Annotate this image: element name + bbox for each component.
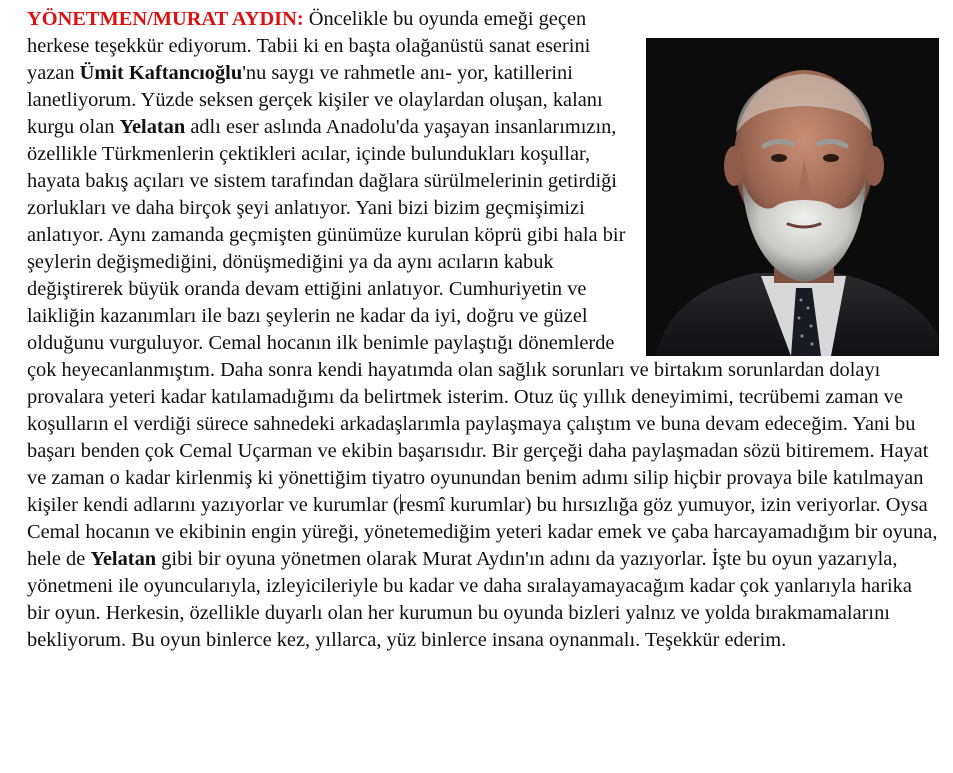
portrait-photo bbox=[646, 38, 939, 356]
portrait-illustration bbox=[646, 38, 939, 356]
text-segment: 'nu saygı ve rahmetle anı- yor, katillerini lanetliyorum. Yüzde seksen gerçek kişiler ve olaylardan oluşan, kalanı kurgu olan bbox=[27, 62, 603, 138]
text-segment: adlı eser aslında Anadolu'da yaşayan insanlarımızın, özellikle Türkmenlerin çektikleri acılar, içinde bulundukları koşullar, hayata bakış açıları ve sistem tarafından dağlara sürülmelerinin getirdiği zorlukları ve daha birçok şeyi anlatıyor. Yani bizi bizim geçmişimizi anlatıyor. Aynı zamanda geçmişten günümüze kurulan köprü gibi hala bir şeylerin değişmediğini, dönüşmediğini ya da aynı acıların kabuk değiştirerek büyük oranda devam ettiğini anlatıyor. Cumhuriyetin ve laikliğin kazanımları ile bazı şeylerin ne kadar da iyi, doğru ve güzel olduğunu vurguluyor. Cemal hocanın ilk benimle paylaştığı dönemlerde çok heyecanlanmıştım. Daha sonra kendi hayatımda olan sağlık sorunları ve birtakım sorunlardan dolayı provalara yeteri kadar katılamadığımı da belirtmek isterim. Otuz üç yıllık deneyimimi, tecrübemi zaman ve koşulların el verdiği sürece sahnedeki arkadaşlarımla paylaşmaya çalıştım ve buna devam edeceğim. Yani bu başarı benden çok Cemal Uçarman ve ekibin başarısıdır. Bir gerçeği daha paylaşmadan sözü bitiremem. Hayat ve zaman o kadar kirlenmiş ki yönettiğim tiyatro oyunundan benim adımı silip hiçbir provaya bile katılmayan kişiler kendi adlarını yazıyorlar ve kurumlar ( bbox=[27, 116, 929, 516]
speaker-label: YÖNETMEN/MURAT AYDIN: bbox=[27, 8, 304, 30]
text-segment: resmî kurumlar) bu hırsızlığa göz yumuyor, izin veriyorlar. Oysa Cemal hocanın ve ekibinin engin yüreği, yönetemediğim yeteri kadar emek ve çaba harcayamadığım bir oyuna, hele de bbox=[27, 494, 938, 570]
play-title: Yelatan bbox=[119, 116, 186, 138]
play-title: Yelatan bbox=[90, 548, 157, 570]
author-name: Ümit Kaftancıoğlu bbox=[79, 62, 243, 84]
article bbox=[27, 6, 939, 654]
text-segment: Öncelikle bu oyunda emeği geçen herkese teşekkür ediyorum. Tabii ki en başta olağanüstü sanat eserini yazan bbox=[27, 8, 591, 84]
text-segment: gibi bir oyuna yönetmen olarak Murat Aydın'ın adını da yazıyorlar. İşte bu oyun yazarıyla, yönetmeni ile oyuncularıyla, izleyicileriyle bu kadar ve daha sıralayamayacağım kadar çok yanlarıyla harika bir oyun. Herkesin, özellikle duyarlı olan her kurumun bu oyunda bizleri yalnız ve yolda bırakmamalarını bekliyorum. Bu oyun binlerce kez, yıllarca, yüz binlerce insana oynanmalı. Teşekkür ederim. bbox=[27, 548, 912, 651]
